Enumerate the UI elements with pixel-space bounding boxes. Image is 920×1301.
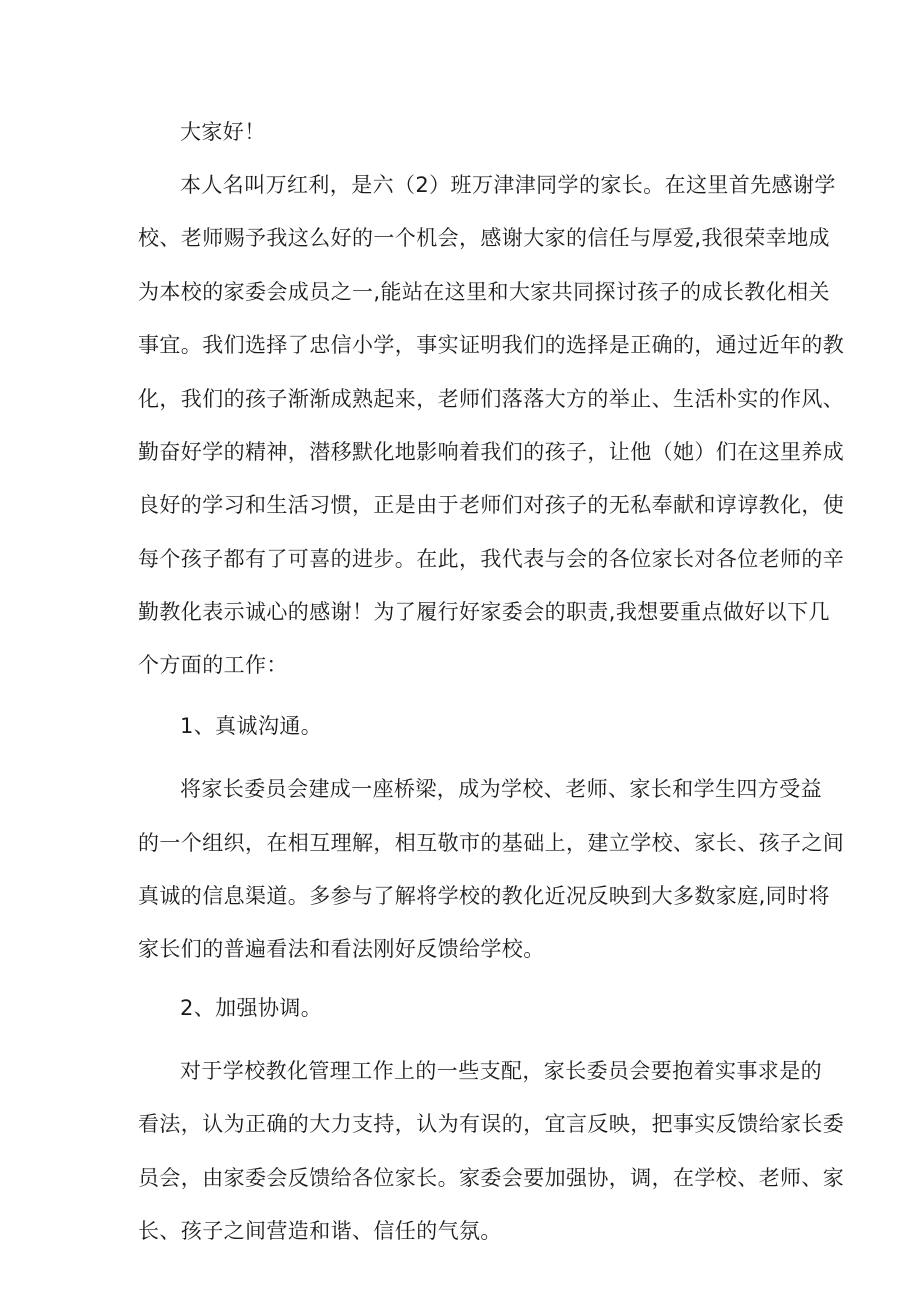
paragraph-line: 校、老师赐予我这么好的一个机会，感谢大家的信任与厚爱,我很荣幸地成 — [138, 226, 830, 250]
paragraph-line: 将家长委员会建成一座桥梁，成为学校、老师、家长和学生四方受益 — [180, 777, 822, 801]
paragraph-line: 真诚的信息渠道。多参与了解将学校的教化近况反映到大多数家庭,同时将 — [138, 884, 830, 908]
paragraph-line: 个方面的工作： — [138, 653, 288, 677]
paragraph-line: 每个孩子都有了可喜的进步。在此，我代表与会的各位家长对各位老师的辛 — [138, 547, 845, 571]
paragraph-line: 员会，由家委会反馈给各位家长。家委会要加强协，调，在学校、老师、家 — [138, 1166, 845, 1190]
paragraph-line: 化，我们的孩子渐渐成熟起来，老师们落落大方的举止、生活朴实的作风、 — [138, 387, 845, 411]
paragraph-line: 良好的学习和生活习惯，正是由于老师们对孩子的无私奉献和谆谆教化，使 — [138, 493, 845, 517]
paragraph-line: 家长们的普遍看法和看法刚好反馈给学校。 — [138, 937, 545, 961]
paragraph-line: 长、孩子之间营造和谐、信任的气氛。 — [138, 1219, 502, 1243]
paragraph-line: 看法，认为正确的大力支持，认为有误的，宜言反映，把事实反馈给家长委 — [138, 1112, 845, 1136]
paragraph-line: 对于学校教化管理工作上的一些支配，家长委员会要抱着实事求是的 — [180, 1059, 822, 1083]
section-heading-2: 2、加强协调。 — [180, 996, 323, 1020]
paragraph-line: 的一个组织，在相互理解，相互敬市的基础上，建立学校、家长、孩子之间 — [138, 831, 845, 855]
section-heading-1: 1、真诚沟通。 — [180, 714, 323, 738]
paragraph-line: 勤教化表示诚心的感谢！为了履行好家委会的职责,我想要重点做好以下几 — [138, 600, 830, 624]
paragraph-line: 为本校的家委会成员之一,能站在这里和大家共同探讨孩子的成长教化相关 — [138, 280, 830, 304]
greeting: 大家好！ — [180, 120, 266, 144]
paragraph-line: 事宜。我们选择了忠信小学，事实证明我们的选择是正确的，通过近年的教 — [138, 333, 845, 357]
paragraph-line: 本人名叫万红利，是六（2）班万津津同学的家长。在这里首先感谢学 — [180, 173, 836, 197]
paragraph-line: 勤奋好学的精神，潜移默化地影响着我们的孩子，让他（她）们在这里养成 — [138, 440, 845, 464]
